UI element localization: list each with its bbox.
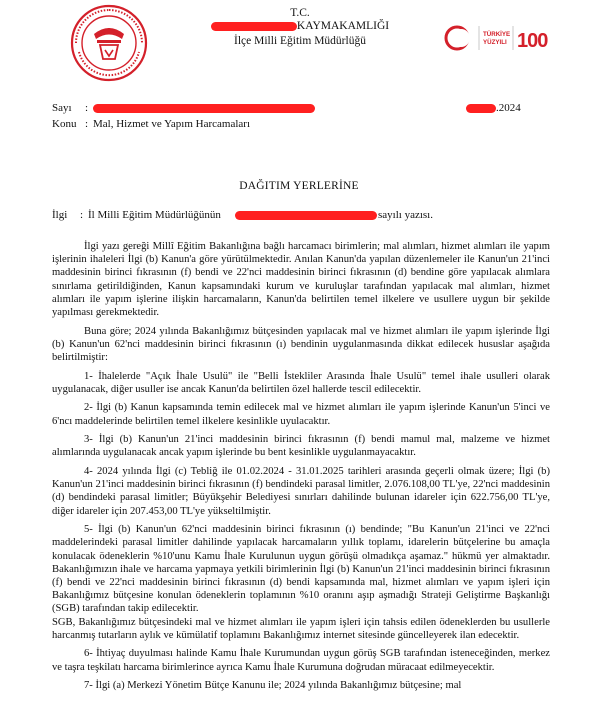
date-suffix: .2024 (496, 102, 521, 114)
paragraph-item-3: 3- İlgi (b) Kanun'un 21'inci maddesinin birinci fıkrasının (f) bendi mamul mal, malzeme ve hizmet alımlarında uygulanacak ancak yapım işlerinde bu bent kesinlikle uygulanmayacaktır. (52, 434, 550, 459)
redacted-number (93, 104, 315, 113)
subject-value: Mal, Hizmet ve Yapım Harcamaları (93, 118, 251, 130)
subject-label: Konu (52, 118, 77, 130)
paragraph-item-4: 4- 2024 yılında İlgi (c) Tebliğ ile 01.02.2024 - 31.01.2025 tarihleri arasında geçerli olmak üzere; İlgi (b) Kanun'un 21'inci maddesinin birinci fıkrasının (f) bendindeki parasal limitler, 2.076.108,00 TL'ye, 22'nci maddesinin (d) bendindeki parasal limitler; Büyükşehir Belediyesi sınırları dahilinde bulunan idareler için 622.756,00 TL'ye, diğer idareler için 207.453,00 TL'ye yükseltilmiştir. (52, 466, 550, 517)
paragraph-buna-gore: Buna göre; 2024 yılında Bakanlığımız bütçesinden yapılacak mal ve hizmet alımları ile yapım işlerinde İlgi (b) Kanun'un 62'nci maddesinin birinci fıkrasının (ı) bendinin uygulanmasında dikkat edilecek hususlar aşağıda belirtilmiştir: (52, 325, 550, 364)
reference-prefix: İl Milli Eğitim Müdürlüğünün (88, 209, 221, 221)
paragraph-item-7: 7- İlgi (a) Merkezi Yönetim Bütçe Kanunu ile; 2024 yılında Bakanlığımız bütçesine; mal (84, 680, 462, 692)
reference-label: İlgi (52, 209, 68, 221)
header-country: T.C. (290, 7, 310, 19)
anniversary-number: 100 (517, 30, 548, 52)
anniversary-text-1: TÜRKİYE (483, 31, 511, 38)
header-office: KAYMAKAMLIĞI (296, 20, 390, 32)
anniversary-logo (443, 22, 565, 54)
number-sep: : (85, 102, 89, 114)
paragraph-item-6: 6- İhtiyaç duyulması halinde Kamu İhale Kurumundan uygun görüş SGB tarafından isteneceğinden, merkez ve taşra teşkilatı harcama birimlerince ayrıca Kamu İhale Kurumuna doğrudan müracaat edilmeyecektir. (52, 648, 550, 673)
subject-sep: : (85, 118, 89, 130)
ministry-seal-icon (70, 4, 148, 82)
distribution-title: DAĞITIM YERLERİNE (239, 180, 359, 192)
anniversary-text-2: YÜZYILI (483, 39, 507, 46)
paragraph-item-5: 5- İlgi (b) Kanun'un 62'nci maddesinin birinci fıkrasının (ı) bendinde; "Bu Kanun'un 21'inci ve 22'nci maddelerindeki parasal limitler dahilinde yapılacak harcamaların yıllık toplamı, idarelerin bütçelerine bu amaçla konulacak ödeneklerin %10'unu Kamu İhale Kurulunun uygun görüşü olmadıkça aşamaz." hükmü yer almaktadır. Bakanlığımızın ihale ve harcama yapmaya yetkili birimlerinin İlgi (b) Kanun'un 21'inci maddesinin birinci fıkrasının (f) bendi ve 22'nci maddesinin birinci fıkrasının (d) bendi kapsamında mal, hizmet alımları ve yapım işleri için Bakanlığımız bütçesine konulan ödeneklerin toplamının %10 oranını aşıp aşmadığı Strateji Geliştirme Başkanlığı (SGB) tarafından takip edilecektir. (52, 524, 550, 615)
number-label: Sayı (52, 102, 72, 114)
ministry-seal (70, 4, 148, 82)
redacted-district (211, 22, 297, 31)
paragraph-sgb: SGB, Bakanlığımız bütçesindeki mal ve hizmet alımları ile yapım işleri için tahsis edilen ödeneklerden bu usullerle harcanmış tutarların aylık ve kümülatif toplamını Bakanlığımız internet sitesinde güncelleyerek ilan edecektir. (52, 616, 550, 641)
paragraph-item-2: 2- İlgi (b) Kanun kapsamında temin edilecek mal ve hizmet alımları ile yapım işlerinde Kanun'un 5'inci ve 6'ncı maddelerinde belirtilen temel ilkelere kesinlikle uyulacaktır. (52, 402, 550, 427)
reference-sep: : (80, 209, 84, 221)
header-office-line (200, 20, 400, 33)
letter-body (52, 240, 550, 698)
header-directorate: İlçe Milli Eğitim Müdürlüğü (234, 35, 366, 47)
redacted-reference (235, 211, 377, 220)
reference-suffix: sayılı yazısı. (378, 209, 433, 221)
redacted-date (466, 104, 496, 113)
paragraph-intro: İlgi yazı gereği Millî Eğitim Bakanlığına bağlı harcamacı birimlerin; mal alımları, hizmet alımları ile yapım işlerinin ihaleleri İlgi (b) Kanun'a göre yürütülmektedir. Anılan Kanun'da yapılan düzenlemeler ile Kanun'un 21'inci maddesinin birinci fıkrasının (f) bendi ve 22'nci maddesinin birinci fıkrasının (d) bendine göre yapılacak alımlara sınırlama getirildiğinden, Kanun kapsamındaki kurum ve kuruluşlar tarafından yapılacak mal alımları, hizmet alımları ile yapım işlerine ilişkin harcamaların, Kanun'da belirtilen temel ilkelere ve usullere uygun bir şekilde yapılması gerekmektedir. (52, 241, 550, 319)
turkiye-yuzyili-100-logo (443, 22, 565, 54)
paragraph-item-1: 1- İhalelerde "Açık İhale Usulü" ile "Belli İstekliler Arasında İhale Usulü" temel ihale usulleri olarak uygulanacak, diğer usuller ise ancak Kanun'da belirtilen özel hallerde tescil edilecektir. (52, 370, 550, 395)
